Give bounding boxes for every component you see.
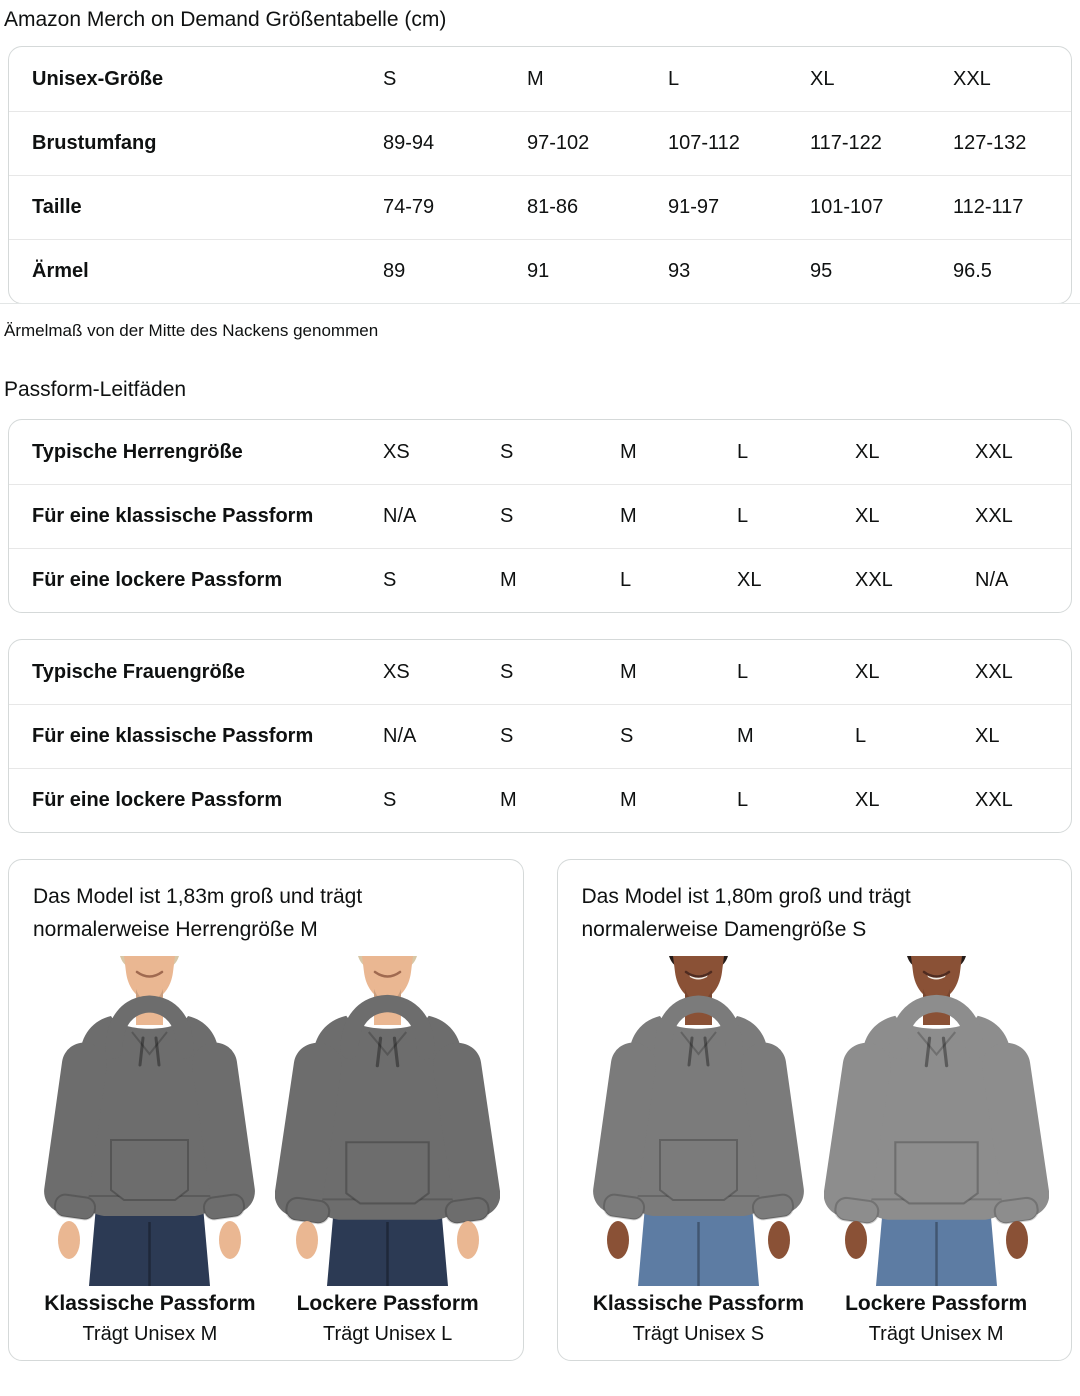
row-label: Für eine klassische Passform [32,505,314,527]
size-value: XXL [855,569,893,591]
size-value: 97-102 [527,132,590,154]
fit-caption-title: Klassische Passform [592,1292,805,1315]
size-value: N/A [383,505,417,527]
row-label: Für eine lockere Passform [32,789,283,811]
size-value: XL [975,725,1000,747]
size-value: S [500,725,514,747]
fit-caption-size: Trägt Unisex S [632,1323,765,1345]
column-header: L [668,67,680,90]
size-value: XL [855,505,880,527]
column-header: XXL [975,660,1013,683]
female-model-loose-fit-photo [824,956,1049,1286]
figure-female-classic [582,956,816,1346]
row-label: Taille [32,196,82,218]
size-value: S [383,789,397,811]
male-model-loose-fit-photo [275,956,500,1286]
column-header: M [620,660,637,683]
fit-caption-size: Trägt Unisex M [868,1323,1004,1345]
row-label: Für eine klassische Passform [32,725,314,747]
figure-male-classic [33,956,267,1346]
size-value: 93 [668,260,691,282]
row-label: Typische Herrengröße [32,440,243,463]
table-row [9,768,1071,832]
unisex-size-table [8,46,1072,304]
column-header: S [500,660,514,683]
size-value: L [620,569,632,591]
column-header: Unisex-Größe [32,67,164,90]
column-header: S [500,440,514,463]
size-value: 91-97 [668,196,720,218]
row-label: Ärmel [32,260,89,282]
column-header: L [737,440,749,463]
size-value: 101-107 [810,196,884,218]
size-value: L [855,725,867,747]
model-card-heading: Das Model ist 1,83m groß und trägt normalerweise Herrengröße M [33,885,363,941]
size-value: XXL [975,505,1013,527]
male-model-card [8,859,524,1361]
column-header: XS [383,440,410,463]
size-value: 127-132 [953,132,1027,154]
fit-caption-size: Trägt Unisex M [82,1323,218,1345]
size-value: 81-86 [527,196,579,218]
size-value: M [620,789,637,811]
table-row [9,111,1071,175]
female-model-classic-fit-photo [586,956,811,1286]
table-header-row [9,420,1071,484]
model-figures [582,956,1054,1346]
table-header-row [9,47,1071,111]
model-figures [33,956,505,1346]
size-value: L [737,789,749,811]
size-value: 89 [383,260,406,282]
column-header: XL [855,660,880,683]
size-value: 95 [810,260,833,282]
column-header: S [383,67,397,90]
figure-female-loose [819,956,1053,1346]
mens-fit-table [8,419,1072,613]
size-value: S [383,569,397,591]
column-header: XL [810,67,835,90]
fit-caption-title: Lockere Passform [296,1292,479,1315]
size-value: XXL [975,789,1013,811]
size-chart-page [0,8,1080,1361]
size-value: S [500,505,514,527]
figure-male-loose [271,956,505,1346]
column-header: XL [855,440,880,463]
size-value: S [620,725,634,747]
size-value: 91 [527,260,550,282]
table-row [9,484,1071,548]
size-value: N/A [975,569,1009,591]
size-value: M [620,505,637,527]
size-value: N/A [383,725,417,747]
column-header: XS [383,660,410,683]
male-model-classic-fit-photo [37,956,262,1286]
fit-caption-title: Lockere Passform [845,1292,1028,1315]
size-value: M [500,569,517,591]
model-cards-row [8,859,1072,1361]
column-header: L [737,660,749,683]
size-value: 117-122 [810,132,882,154]
size-value: 74-79 [383,196,435,218]
table-row [9,239,1071,303]
row-label: Typische Frauengröße [32,660,246,683]
fit-caption-size: Trägt Unisex L [322,1323,453,1345]
table-row [9,548,1071,612]
page-title: Amazon Merch on Demand Größentabelle (cm) [4,8,447,31]
size-value: 112-117 [953,196,1024,218]
table-row [9,175,1071,239]
fit-caption-title: Klassische Passform [44,1292,256,1315]
sleeve-measure-note: Ärmelmaß von der Mitte des Nackens genommen [4,321,379,340]
size-value: 89-94 [383,132,435,154]
size-value: XL [855,789,880,811]
section-divider [0,303,1080,304]
size-value: 107-112 [668,132,740,154]
size-value: L [737,505,749,527]
fit-guides-heading: Passform-Leitfäden [4,378,187,401]
table-header-row [9,640,1071,704]
table-row [9,704,1071,768]
row-label: Brustumfang [32,132,157,154]
column-header: M [620,440,637,463]
size-value: M [500,789,517,811]
size-value: 96.5 [953,260,992,282]
size-value: XL [737,569,762,591]
female-model-card [557,859,1073,1361]
row-label: Für eine lockere Passform [32,569,283,591]
womens-fit-table [8,639,1072,833]
size-value: M [737,725,754,747]
column-header: M [527,67,544,90]
model-card-heading: Das Model ist 1,80m groß und trägt normalerweise Damengröße S [581,885,911,941]
column-header: XXL [953,67,991,90]
column-header: XXL [975,440,1013,463]
